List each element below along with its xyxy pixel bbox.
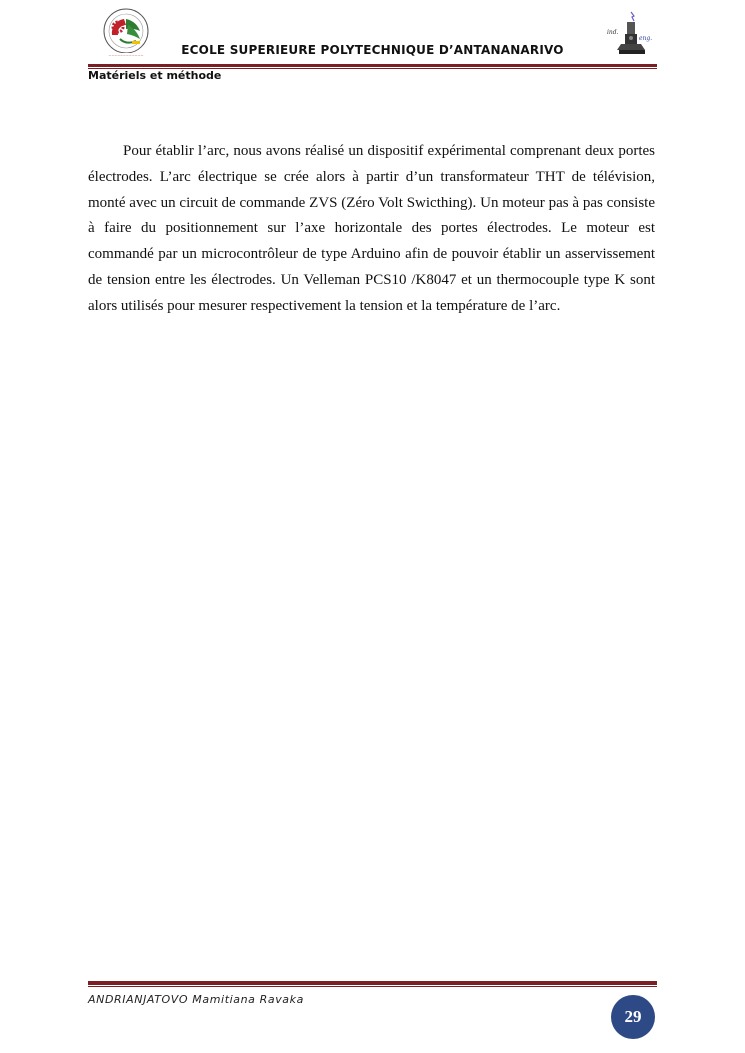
section-heading: Matériels et méthode	[88, 69, 222, 82]
header-rule	[88, 64, 657, 67]
industrial-engineering-logo	[603, 8, 657, 62]
footer-rule	[88, 981, 657, 985]
svg-text:ind.: ind.	[607, 29, 619, 36]
svg-text:~~~~~~~~~~~~: ~~~~~~~~~~~~	[108, 54, 144, 58]
page-number: 29	[624, 1007, 642, 1026]
svg-text:eng.: eng.	[639, 35, 653, 42]
footer-rule-thin	[88, 986, 657, 987]
page-number-badge	[611, 995, 655, 1039]
author-name: ANDRIANJATOVO Mamitiana Ravaka	[88, 993, 304, 1006]
school-name-title: ECOLE SUPERIEURE POLYTECHNIQUE D’ANTANANARIVO	[181, 43, 564, 57]
body-paragraph: Pour établir l’arc, nous avons réalisé un dispositif expérimental comprenant deux portes électrodes. L’arc électrique se crée alors à partir d’un transformateur THT de télévision, monté avec un circuit de commande ZVS (Zéro Volt Swicthing). Un moteur pas à pas consiste à faire du positionnement sur l’axe horizontale des portes électrodes. Le moteur est commandé par un microcontrôleur de type Arduino afin de pouvoir établir un asservissement de tension entre les électrodes. Un Velleman PCS10 /K8047 et un thermocouple type K sont alors utilisés pour mesurer respectivement la tension et la température de l’arc.	[88, 143, 655, 314]
